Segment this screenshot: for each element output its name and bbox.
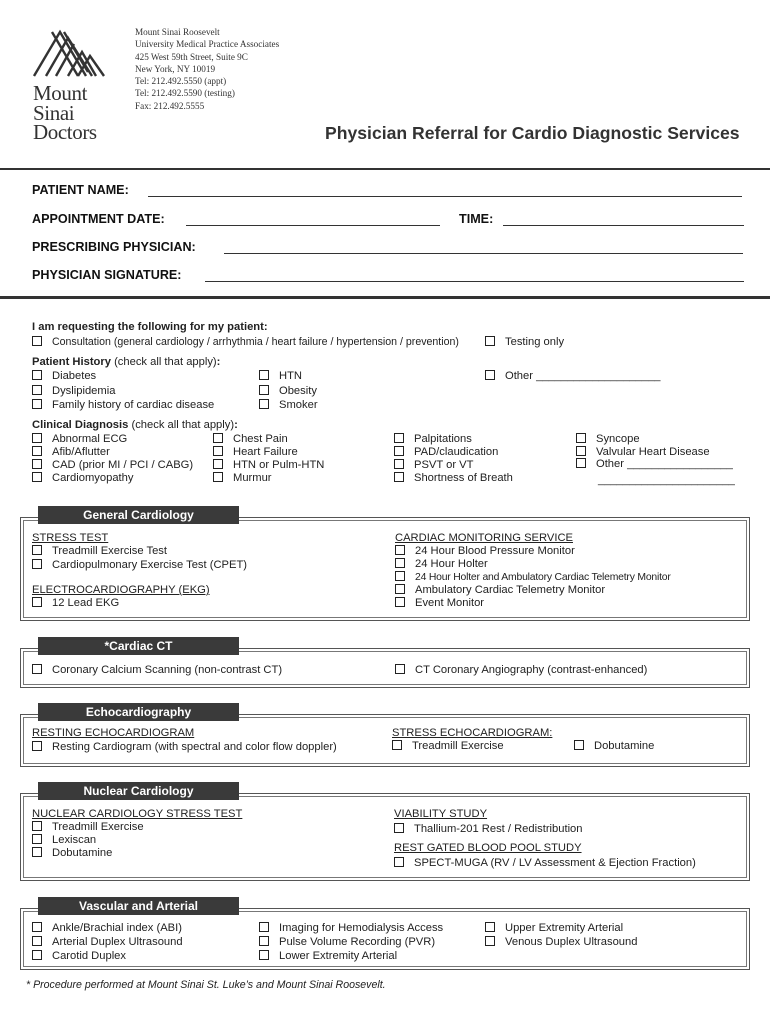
vascular-option[interactable] [259,936,435,949]
gc-option[interactable] [395,571,671,584]
checkbox[interactable] [32,834,42,844]
patient-history-hint: (check all that apply) [114,356,217,368]
vascular-option[interactable] [485,936,637,949]
checkbox[interactable] [32,446,42,456]
address-line: University Medical Practice Associates [135,39,280,50]
nuclear-option[interactable] [394,823,583,836]
viability-heading: VIABILITY STUDY [394,808,488,820]
stress-test-heading: STRESS TEST [32,532,109,544]
option-label: SPECT-MUGA (RV / LV Assessment & Ejection Fraction) [414,857,696,869]
time-label: TIME: [459,212,494,226]
option-label: Heart Failure [233,446,298,458]
checkbox[interactable] [213,446,223,456]
option-label: Coronary Calcium Scanning (non-contrast CT) [52,664,283,676]
option-label: Palpitations [414,433,472,445]
gc-option[interactable] [32,597,119,610]
gated-heading: REST GATED BLOOD POOL STUDY [394,842,582,854]
nuclear-option[interactable] [394,857,696,870]
option-label: Dobutamine [594,740,655,752]
option-label: HTN or Pulm-HTN [233,459,325,471]
option-label: Other ____________________ [505,370,661,382]
option-label: Shortness of Breath [414,472,513,484]
gc-option[interactable] [395,558,488,571]
diagnosis-option-other[interactable] [576,458,733,471]
patient-name-field[interactable] [148,196,742,197]
general-cardiology-label: General Cardiology [38,506,239,524]
checkbox[interactable] [259,385,269,395]
prescribing-physician-field[interactable] [224,253,743,254]
option-label: Event Monitor [415,597,485,609]
option-label: Treadmill Exercise [52,821,144,833]
address-line: Tel: 212.492.5550 (appt) [135,76,227,87]
address-line: New York, NY 10019 [135,63,216,74]
diagnosis-option[interactable] [32,459,193,472]
checkbox[interactable] [259,922,269,932]
practice-address [135,26,279,112]
diagnosis-option[interactable] [394,472,513,485]
diagnosis-option[interactable] [394,433,472,446]
echo-label: Echocardiography [38,703,239,721]
option-label: Thallium-201 Rest / Redistribution [414,823,583,835]
option-label: Venous Duplex Ultrasound [505,936,638,948]
clinical-diagnosis-heading [32,419,238,432]
checkbox[interactable] [485,922,495,932]
option-label: Upper Extremity Arterial [505,922,624,934]
nuclear-option[interactable] [32,834,96,847]
diagnosis-option[interactable] [394,446,498,459]
diagnosis-option[interactable] [213,446,298,459]
option-label: Cardiopulmonary Exercise Test (CPET) [52,559,248,571]
option-label: Lexiscan [52,834,97,846]
resting-echo-heading: RESTING ECHOCARDIOGRAM [32,727,195,739]
echo-option[interactable] [574,740,654,753]
option-label: CAD (prior MI / PCI / CABG) [52,459,194,471]
option-label: Obesity [279,385,317,397]
diagnosis-option[interactable] [32,433,127,446]
checkbox[interactable] [395,597,405,607]
option-label: Dyslipidemia [52,385,116,397]
cardiac-ct-label: *Cardiac CT [38,637,239,655]
history-option-dyslipidemia[interactable] [32,385,115,398]
option-label: Chest Pain [233,433,288,445]
request-heading: I am requesting the following for my patient: [32,321,268,333]
time-field[interactable] [503,225,744,226]
clinical-diagnosis-title: Clinical Diagnosis [32,419,129,431]
checkbox[interactable] [32,936,42,946]
checkbox[interactable] [485,936,495,946]
mount-sinai-logo-icon [30,26,112,78]
checkbox[interactable] [395,545,405,555]
option-label: 24 Hour Holter [415,558,488,570]
patient-history-colon: : [216,356,221,368]
appointment-date-label: APPOINTMENT DATE: [32,212,165,226]
physician-signature-field[interactable] [205,281,744,282]
monitoring-heading: CARDIAC MONITORING SERVICE [395,532,573,544]
fields-divider [0,296,770,299]
option-label: Pulse Volume Recording (PVR) [279,936,436,948]
diagnosis-option[interactable] [394,459,473,472]
history-option-other[interactable] [485,370,661,383]
vascular-option[interactable] [485,922,623,935]
option-label: Arterial Duplex Ultrasound [52,936,183,948]
option-label: Afib/Aflutter [52,446,110,458]
checkbox[interactable] [485,336,495,346]
patient-history-heading [32,356,220,369]
echo-option[interactable] [32,741,337,754]
logo-line-doctors: Doctors [33,120,97,144]
option-label: Other _________________ [596,458,733,470]
option-label: HTN [279,370,302,382]
option-label: Lower Extremity Arterial [279,950,398,962]
checkbox[interactable] [32,385,42,395]
gc-option[interactable] [395,545,575,558]
stress-echo-heading: STRESS ECHOCARDIOGRAM: [392,727,553,739]
prescribing-physician-label: PRESCRIBING PHYSICIAN: [32,240,196,254]
vascular-option[interactable] [259,950,397,963]
logo-line-mount: Mount [33,81,88,105]
testing-only-label: Testing only [505,336,565,348]
checkbox[interactable] [213,433,223,443]
checkbox[interactable] [395,664,405,674]
gc-option[interactable] [32,559,247,572]
consultation-option[interactable] [32,336,459,349]
checkbox[interactable] [32,847,42,857]
checkbox[interactable] [576,446,586,456]
checkbox[interactable] [32,597,42,607]
option-label: Smoker [279,399,318,411]
consultation-label: Consultation (general cardiology / arrhythmia / heart failure / hypertension / prevention) [52,336,459,348]
checkbox[interactable] [32,741,42,751]
option-label: Dobutamine [52,847,113,859]
footnote: * Procedure performed at Mount Sinai St. Luke’s and Mount Sinai Roosevelt. [26,979,386,991]
checkbox[interactable] [259,950,269,960]
diagnosis-option[interactable] [32,446,110,459]
option-label: 24 Hour Holter and Ambulatory Cardiac Telemetry Monitor [415,572,671,583]
address-line: Fax: 212.492.5555 [135,100,205,111]
checkbox[interactable] [32,336,42,346]
checkbox[interactable] [259,399,269,409]
address-line: Tel: 212.492.5590 (testing) [135,88,235,99]
testing-only-option[interactable] [485,336,564,349]
appointment-date-field[interactable] [186,225,440,226]
clinical-diagnosis-hint: (check all that apply) [131,419,235,431]
checkbox[interactable] [394,433,404,443]
checkbox[interactable] [576,458,586,468]
checkbox[interactable] [392,740,402,750]
option-label: PSVT or VT [414,459,474,471]
history-option-htn[interactable] [259,370,302,383]
option-label: 12 Lead EKG [52,597,120,609]
option-label: Ankle/Brachial index (ABI) [52,922,182,934]
checkbox[interactable] [395,558,405,568]
checkbox[interactable] [32,433,42,443]
ekg-heading: ELECTROCARDIOGRAPHY (EKG) [32,584,210,596]
checkbox[interactable] [213,472,223,482]
checkbox[interactable] [394,446,404,456]
checkbox[interactable] [574,740,584,750]
checkbox[interactable] [395,571,405,581]
option-label: Carotid Duplex [52,950,126,962]
physician-signature-label: PHYSICIAN SIGNATURE: [32,268,182,282]
history-option-diabetes[interactable] [32,370,96,383]
history-option-obesity[interactable] [259,385,317,398]
address-line: Mount Sinai Roosevelt [135,27,220,37]
diagnosis-option[interactable] [576,433,640,446]
vascular-option[interactable] [32,936,183,949]
option-label: Cardiomyopathy [52,472,134,484]
history-option-family-history[interactable] [32,399,214,412]
checkbox[interactable] [259,936,269,946]
option-label: Imaging for Hemodialysis Access [279,922,444,934]
logo-wordmark [33,81,97,144]
diagnosis-option[interactable] [213,433,288,446]
checkbox[interactable] [32,370,42,380]
diagnosis-option[interactable] [213,472,272,485]
nuclear-stress-heading: NUCLEAR CARDIOLOGY STRESS TEST [32,808,243,820]
option-label: Abnormal ECG [52,433,128,445]
checkbox[interactable] [32,821,42,831]
address-line: 425 West 59th Street, Suite 9C [135,51,248,62]
nuclear-option[interactable] [32,847,112,860]
diagnosis-other-extra-line[interactable]: ______________________ [598,474,735,486]
vascular-option[interactable] [32,950,126,963]
clinical-diagnosis-colon: : [234,419,238,431]
vascular-option[interactable] [32,922,182,935]
patient-name-label: PATIENT NAME: [32,183,129,197]
checkbox[interactable] [394,857,404,867]
option-label: Murmur [233,472,272,484]
option-label: Syncope [596,433,640,445]
option-label: Treadmill Exercise Test [52,545,168,557]
checkbox[interactable] [394,823,404,833]
option-label: Ambulatory Cardiac Telemetry Monitor [415,584,606,596]
vascular-option[interactable] [259,922,443,935]
page-title: Physician Referral for Cardio Diagnostic Services [325,123,740,143]
checkbox[interactable] [395,584,405,594]
checkbox[interactable] [32,459,42,469]
option-label: Family history of cardiac disease [52,399,215,411]
checkbox[interactable] [32,950,42,960]
option-label: Resting Cardiogram (with spectral and color flow doppler) [52,741,337,753]
gc-option[interactable] [395,584,605,597]
checkbox[interactable] [259,370,269,380]
checkbox[interactable] [32,922,42,932]
gc-option[interactable] [32,545,167,558]
header-divider [0,168,770,170]
option-label: 24 Hour Blood Pressure Monitor [415,545,575,557]
checkbox[interactable] [485,370,495,380]
checkbox[interactable] [32,399,42,409]
checkbox[interactable] [394,472,404,482]
history-option-smoker[interactable] [259,399,318,412]
checkbox[interactable] [32,664,42,674]
option-label: CT Coronary Angiography (contrast-enhanced) [415,664,648,676]
gc-option[interactable] [395,597,484,610]
diagnosis-option[interactable] [213,459,324,472]
option-label: Diabetes [52,370,97,382]
checkbox[interactable] [576,433,586,443]
option-label: PAD/claudication [414,446,499,458]
echo-option[interactable] [392,740,504,753]
diagnosis-option[interactable] [32,472,133,485]
checkbox[interactable] [32,559,42,569]
patient-history-title: Patient History [32,356,111,368]
logo-line-sinai: Sinai [33,100,75,125]
nuclear-option[interactable] [32,821,144,834]
nuclear-label: Nuclear Cardiology [38,782,239,800]
checkbox[interactable] [394,459,404,469]
option-label: Treadmill Exercise [412,740,504,752]
ct-option[interactable] [32,664,282,677]
checkbox[interactable] [32,472,42,482]
option-label: Valvular Heart Disease [596,446,710,458]
checkbox[interactable] [213,459,223,469]
ct-option[interactable] [395,664,647,677]
checkbox[interactable] [32,545,42,555]
vascular-label: Vascular and Arterial [38,897,239,915]
